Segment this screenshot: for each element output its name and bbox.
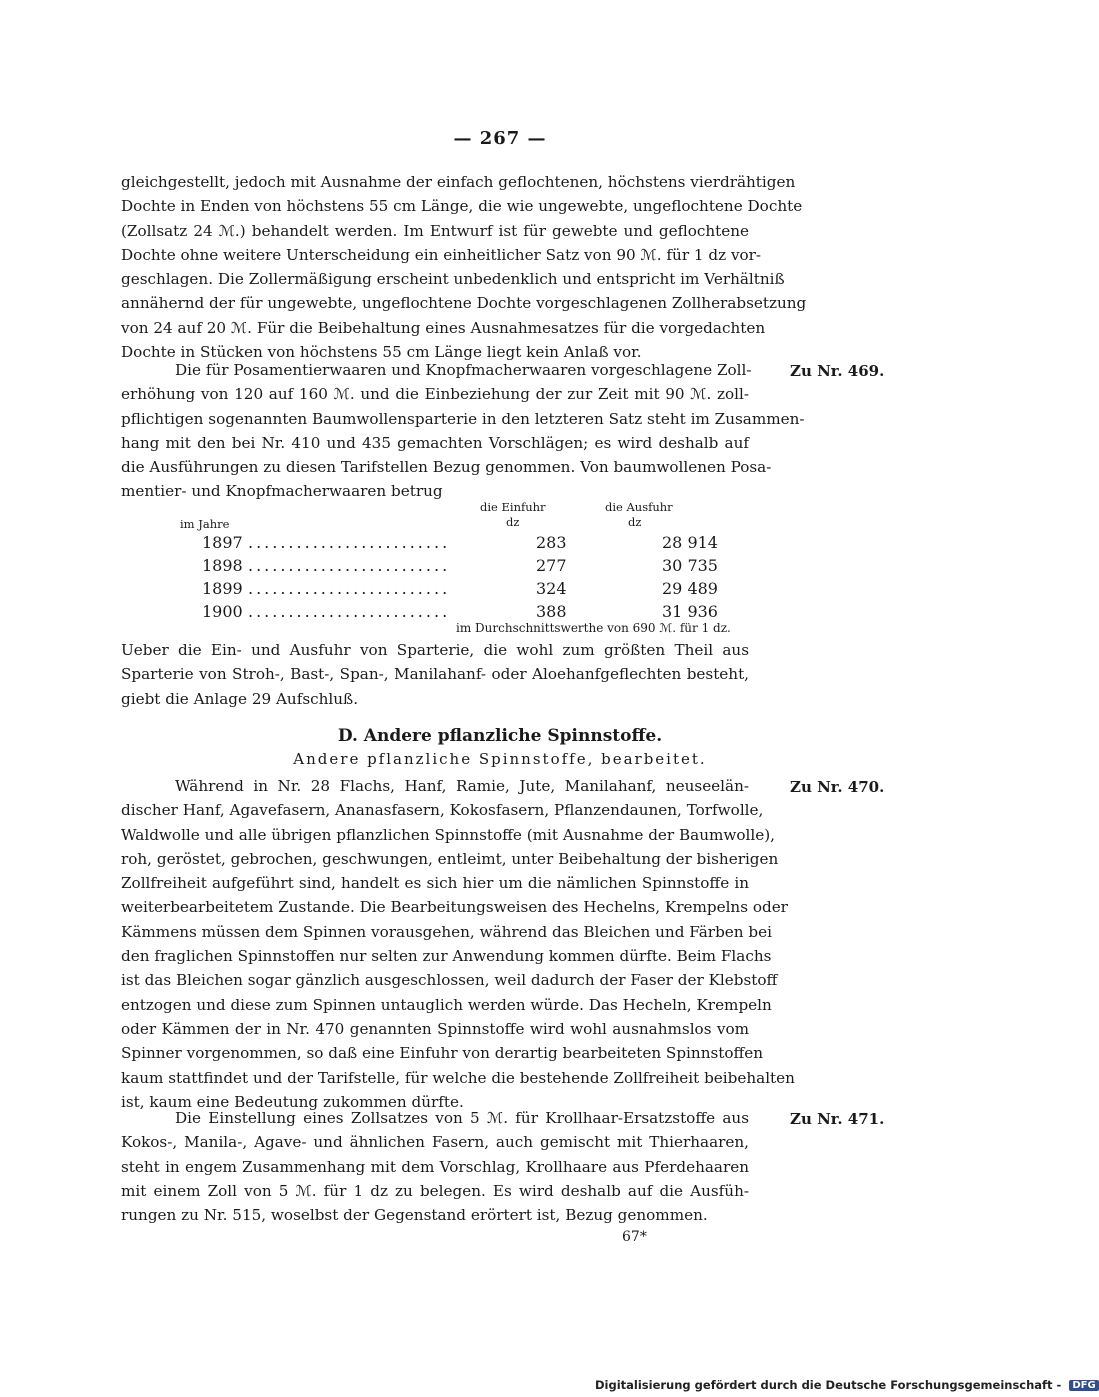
text-line: (Zollsatz 24 ℳ.) behandelt werden. Im Entwurf ist für gewebte und geflochtene (121, 221, 749, 240)
export-cell: 29 489 (662, 579, 718, 598)
header-import: die Einfuhr (480, 500, 546, 514)
text-line: rungen zu Nr. 515, woselbst der Gegenstand erörtert ist, Bezug genommen. (121, 1206, 708, 1225)
text-line: weiterbearbeitetem Zustande. Die Bearbeitungsweisen des Hechelns, Krempelns oder (121, 898, 788, 917)
text-line: Die Einstellung eines Zollsatzes von 5 ℳ. für Krollhaar-Ersatzstoffe aus (175, 1109, 749, 1127)
text-line: Die für Posamentierwaaren und Knopfmacherwaaren vorgeschlagene Zoll- (175, 361, 752, 379)
text-line: discher Hanf, Agavefasern, Ananasfasern, Kokosfasern, Pflanzendaunen, Torfwolle, (121, 801, 764, 820)
year-cell: 1897 (202, 533, 243, 552)
text-line: Ueber die Ein- und Ausfuhr von Sparterie, die wohl zum größten Theil aus (121, 641, 749, 659)
text-line: mit einem Zoll von 5 ℳ. für 1 dz zu belegen. Es wird deshalb auf die Ausfüh- (121, 1181, 749, 1200)
text-line: von 24 auf 20 ℳ. Für die Beibehaltung eines Ausnahmesatzes für die vorgedachten (121, 318, 766, 337)
text-line: Waldwolle und alle übrigen pflanzlichen Spinnstoffe (mit Ausnahme der Baumwolle), (121, 825, 776, 844)
unit-import: dz (506, 515, 520, 529)
text-line: Spinner vorgenommen, so daß eine Einfuhr von derartig bearbeiteten Spinnstoffen (121, 1044, 764, 1063)
text-line: Während in Nr. 28 Flachs, Hanf, Ramie, Jute, Manilahanf, neuseelän- (175, 777, 749, 795)
text-line: pflichtigen sogenannten Baumwollensparterie in den letzteren Satz steht im Zusammen- (121, 409, 805, 428)
paragraph-1 (121, 170, 807, 364)
text-line: den fraglichen Spinnstoffen nur selten zur Anwendung kommen dürfte. Beim Flachs (121, 947, 772, 966)
text-line: die Ausführungen zu diesen Tarifstellen Bezug genommen. Von baumwollenen Posa- (121, 458, 772, 477)
text-line: steht in engem Zusammenhang mit dem Vorschlag, Krollhaare aus Pferdehaaren (121, 1157, 749, 1176)
text-line: Sparterie von Stroh-, Bast-, Span-, Manilahanf- oder Aloehanfgeflechten besteht, (121, 665, 749, 684)
text-line: hang mit den bei Nr. 410 und 435 gemachten Vorschlägen; es wird deshalb auf (121, 433, 749, 452)
leader-dots: ......................... (248, 602, 451, 621)
leader-dots: ......................... (248, 533, 451, 552)
text-line: Dochte in Enden von höchstens 55 cm Länge, die wie ungewebte, ungeflochtene Dochte (121, 197, 803, 216)
section-heading: D. Andere pflanzliche Spinnstoffe. (337, 726, 663, 746)
text-line: kaum stattfindet und der Tarifstelle, für welche die bestehende Zollfreiheit beibehalten (121, 1068, 795, 1087)
year-cell: 1900 (202, 602, 243, 621)
text-line: geschlagen. Die Zollermäßigung erscheint unbedenklich und entspricht im Verhältniß (121, 270, 785, 289)
import-cell: 283 (536, 533, 567, 552)
footer-text: Digitalisierung gefördert durch die Deutsche Forschungsgemeinschaft - (595, 1378, 1062, 1392)
year-cell: 1899 (202, 579, 243, 598)
import-cell: 388 (536, 602, 567, 621)
text-line: giebt die Anlage 29 Aufschluß. (121, 689, 359, 708)
section-subheading: Andere pflanzliche Spinnstoffe, bearbeitet. (293, 750, 707, 768)
text-line: oder Kämmen der in Nr. 470 genannten Spinnstoffe wird wohl ausnahmslos vom (121, 1019, 749, 1038)
margin-note-470: Zu Nr. 470. (790, 778, 885, 796)
paragraph-3 (121, 638, 749, 711)
export-cell: 30 735 (662, 556, 718, 575)
export-cell: 28 914 (662, 533, 718, 552)
table-footnote: im Durchschnittswerthe von 690 ℳ. für 1 dz. (456, 621, 731, 635)
text-line: Dochte ohne weitere Unterscheidung ein einheitlicher Satz von 90 ℳ. für 1 dz vor- (121, 245, 762, 264)
dfg-logo: DFG (1069, 1380, 1098, 1391)
leader-dots: ......................... (248, 556, 451, 575)
signature-mark: 67* (622, 1229, 647, 1245)
unit-export: dz (628, 515, 642, 529)
margin-note-471: Zu Nr. 471. (790, 1110, 885, 1128)
import-cell: 324 (536, 579, 567, 598)
export-cell: 31 936 (662, 602, 718, 621)
footer-credit (595, 1378, 1099, 1392)
import-cell: 277 (536, 556, 567, 575)
header-year: im Jahre (180, 517, 230, 531)
text-line: Zollfreiheit aufgeführt sind, handelt es sich hier um die nämlichen Spinnstoffe in (121, 874, 749, 893)
leader-dots: ......................... (248, 579, 451, 598)
text-line: erhöhung von 120 auf 160 ℳ. und die Einbeziehung der zur Zeit mit 90 ℳ. zoll- (121, 385, 749, 404)
text-line: gleichgestellt, jedoch mit Ausnahme der einfach geflochtenen, höchstens vierdrähtigen (121, 173, 796, 191)
text-line: Kämmens müssen dem Spinnen vorausgehen, während das Bleichen und Färben bei (121, 922, 772, 941)
year-cell: 1898 (202, 556, 243, 575)
margin-note-469: Zu Nr. 469. (790, 362, 885, 380)
paragraph-4 (121, 774, 795, 1114)
page-number: — 267 — (453, 128, 547, 149)
text-line: entzogen und diese zum Spinnen untauglich werden würde. Das Hecheln, Krempeln (121, 995, 772, 1014)
text-line: ist, kaum eine Bedeutung zukommen dürfte. (121, 1092, 464, 1111)
text-line: Kokos-, Manila-, Agave- und ähnlichen Fasern, auch gemischt mit Thierhaaren, (121, 1133, 749, 1152)
text-line: Dochte in Stücken von höchstens 55 cm Länge liegt kein Anlaß vor. (121, 343, 642, 362)
paragraph-2 (121, 358, 805, 504)
text-line: mentier- und Knopfmacherwaaren betrug (121, 482, 443, 501)
paragraph-5 (121, 1106, 749, 1227)
text-line: ist das Bleichen sogar gänzlich ausgeschlossen, weil dadurch der Faser der Klebstoff (121, 971, 778, 990)
text-line: roh, geröstet, gebrochen, geschwungen, entleimt, unter Beibehaltung der bisherigen (121, 849, 779, 868)
header-export: die Ausfuhr (605, 500, 673, 514)
text-line: annähernd der für ungewebte, ungeflochtene Dochte vorgeschlagenen Zollherabsetzung (121, 294, 807, 313)
